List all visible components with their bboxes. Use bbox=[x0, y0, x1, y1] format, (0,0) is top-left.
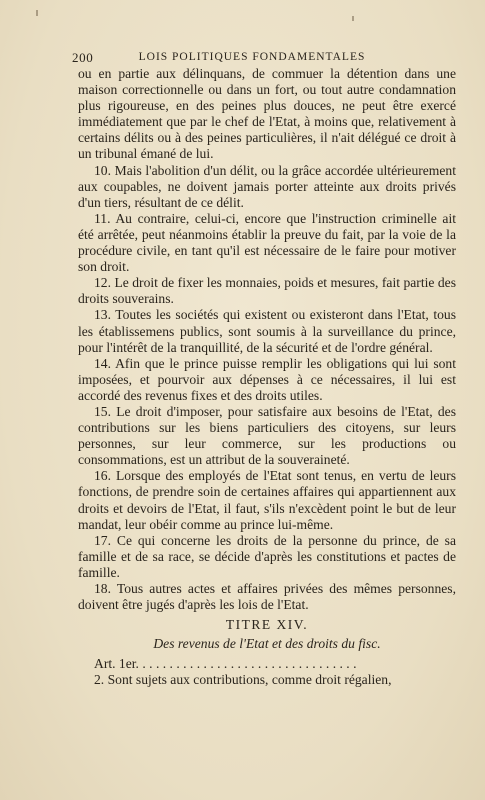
paragraph: 12. Le droit de fixer les monnaies, poids et mesures, fait partie des droits souverains. bbox=[78, 275, 456, 307]
running-title: LOIS POLITIQUES FONDAMENTALES bbox=[138, 51, 366, 63]
article-first-line bbox=[78, 656, 456, 672]
section-heading: TITRE XIV. bbox=[225, 617, 309, 633]
paragraph: 15. Le droit d'imposer, pour satisfaire aux besoins de l'Etat, des contributions sur les biens particuliers des citoyens, sur leurs personnes, sur leur commerce, sur les productions ou consommations, est un attribut de la souveraineté. bbox=[78, 403, 456, 468]
paragraph: 17. Ce qui concerne les droits de la personne du prince, de sa famille et de sa race, se décide d'après les constitutions et pactes de famille. bbox=[78, 532, 456, 580]
running-head bbox=[72, 50, 432, 66]
article-label: Art. 1er. bbox=[94, 656, 139, 672]
section-subheading: Des revenus de l'Etat et des droits du fisc. bbox=[153, 636, 381, 652]
dot-leader: ................................ bbox=[142, 656, 360, 672]
paragraph: 10. Mais l'abolition d'un délit, ou la grâce accordée ultérieurement aux coupables, ne doivent jamais porter atteinte aux droits privés d'un tiers, résultant de ce délit. bbox=[78, 162, 456, 210]
paragraph: 13. Toutes les sociétés qui existent ou existeront dans l'Etat, tous les établissemens publics, sont soumis à la surveillance du prince, pour l'intérêt de la tranquillité, de la sécurité et de l'ordre général. bbox=[78, 307, 456, 355]
paragraph: 11. Au contraire, celui-ci, encore que l'instruction criminelle ait été arrêtée, peut néanmoins établir la preuve du fait, par la voie de la procédure civile, en tant qu'il est nécessaire de le faire pour motiver son droit. bbox=[78, 210, 456, 275]
page-number: 200 bbox=[72, 50, 94, 65]
paragraph: ou en partie aux délinquans, de commuer la détention dans une maison correctionnelle ou dans un fort, ou tout autre condamnation plus rigoureuse, en des peines plus douces, ne peut être exercé immédiatement que par le chef de l'Etat, à moins que, relativement à certains délits ou à des peines particulières, il n'ait délégué ce droit à un tribunal émané de lui. bbox=[78, 66, 456, 162]
paragraph: 16. Lorsque des employés de l'Etat sont tenus, en vertu de leurs fonctions, de prendre soin de certaines affaires qui appartiennent aux droits et devoirs de l'Etat, il faut, s'ils n'excèdent point le but de leur mandat, leur obéir comme au prince lui-même. bbox=[78, 468, 456, 532]
body-text bbox=[78, 66, 456, 689]
paragraph: 18. Tous autres actes et affaires privées des mêmes personnes, doivent être jugés d'après les lois de l'Etat. bbox=[78, 581, 456, 613]
paragraph: 14. Afin que le prince puisse remplir les obligations qui lui sont imposées, et pourvoir aux dépenses à ce nécessaires, il lui est accordé des revenus fixes et des droits utiles. bbox=[78, 355, 456, 403]
ink-fleck bbox=[36, 10, 38, 16]
ink-fleck bbox=[352, 16, 354, 21]
paragraph-last-line: 2. Sont sujets aux contributions, comme droit régalien, bbox=[94, 672, 392, 688]
